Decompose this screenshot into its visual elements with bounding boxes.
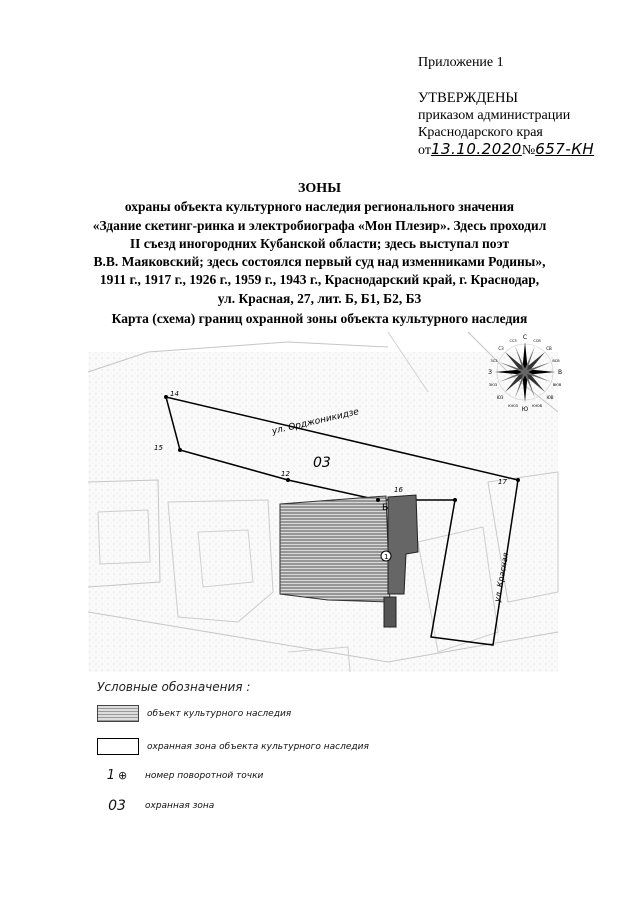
compass-e: В (557, 369, 563, 376)
heading-zones: ЗОНЫ (298, 181, 341, 196)
appendix-label: Приложение 1 (418, 55, 504, 70)
legend-item-heritage (97, 705, 291, 722)
approval-number-prefix: № (521, 143, 536, 158)
heading-line-1: охраны объекта культурного наследия регионального значения (124, 199, 515, 215)
legend-heritage-label: объект культурного наследия (147, 708, 292, 719)
legend-zone-swatch (97, 738, 139, 755)
compass-sw: ЮЗ (496, 395, 504, 400)
compass-nw: СЗ (498, 346, 504, 351)
approval-from-prefix: от (418, 143, 431, 158)
building-letter: Б (382, 503, 389, 513)
approval-title: УТВЕРЖДЕНЫ (418, 90, 519, 106)
legend-heritage-swatch (97, 705, 139, 722)
compass-ssw: ЮЮЗ (508, 404, 518, 408)
point-label-1: 1 (384, 553, 389, 561)
legend-item-zone-code (97, 798, 214, 814)
heading-line-4: В.В. Маяковский; здесь состоялся первый суд над изменниками Родины», (93, 254, 546, 270)
approval-date-line (418, 141, 594, 159)
compass-se: ЮВ (546, 395, 554, 400)
legend-point-label: номер поворотной точки (145, 770, 264, 781)
heading-line-2: «Здание скетинг-ринка и электробиографа «Мон Плезир». Здесь проходил (92, 217, 547, 233)
legend-point-swatch (97, 768, 137, 783)
approval-block (418, 90, 594, 159)
map-title: Карта (схема) границ охранной зоны объекта культурного наследия (111, 311, 528, 326)
legend-title: Условные обозначения : (97, 680, 251, 694)
street-label-right: ул. Красная (492, 551, 511, 603)
compass-wsw: ЗЮЗ (488, 383, 498, 387)
compass-wnw: ЗСЗ (490, 359, 498, 363)
legend-zone-label: охранная зона объекта культурного наследия (147, 741, 369, 752)
point-label-17: 17 (498, 478, 507, 486)
document-heading (0, 180, 639, 308)
heading-line-3: II съезд иногородних Кубанской области; здесь выступал поэт (129, 235, 510, 251)
legend-zone-code: 03 (108, 798, 126, 814)
heading-line-5: 1911 г., 1917 г., 1926 г., 1959 г., 1943 г., Краснодарский край, г. Краснодар, (99, 272, 540, 288)
point-label-16: 16 (394, 486, 403, 494)
approval-number: 657-КН (535, 140, 595, 158)
compass-nnw: ССЗ (509, 339, 517, 343)
compass-ne: СВ (546, 346, 552, 351)
approval-line-2: Краснодарского края (418, 125, 543, 140)
point-label-15: 15 (154, 444, 163, 452)
turning-point-icon: ⊕ (118, 769, 128, 782)
approval-line-1: приказом администрации (418, 108, 571, 123)
compass-n: С (522, 334, 528, 341)
street-label-top: ул. Орджоникидзе (271, 407, 360, 437)
compass-nne: ССВ (533, 339, 541, 343)
legend-point-number: 1 (106, 768, 116, 783)
legend-item-turning-point (97, 768, 263, 783)
compass-ese: ВЮВ (552, 383, 562, 387)
point-label-12: 12 (281, 470, 290, 478)
compass-ene: ВСВ (552, 359, 560, 363)
compass-s: Ю (521, 406, 529, 413)
compass-sse: ЮЮВ (532, 404, 542, 408)
approval-date: 13.10.2020 (430, 140, 522, 158)
point-label-14: 14 (170, 390, 179, 398)
zone-map (88, 332, 563, 672)
legend-item-protection-zone (97, 738, 369, 755)
legend-zone-code-label: охранная зона (145, 801, 215, 811)
compass-w: З (488, 369, 492, 376)
zone-label: 03 (313, 455, 331, 471)
heading-line-6: ул. Красная, 27, лит. Б, Б1, Б2, Б3 (217, 290, 422, 306)
